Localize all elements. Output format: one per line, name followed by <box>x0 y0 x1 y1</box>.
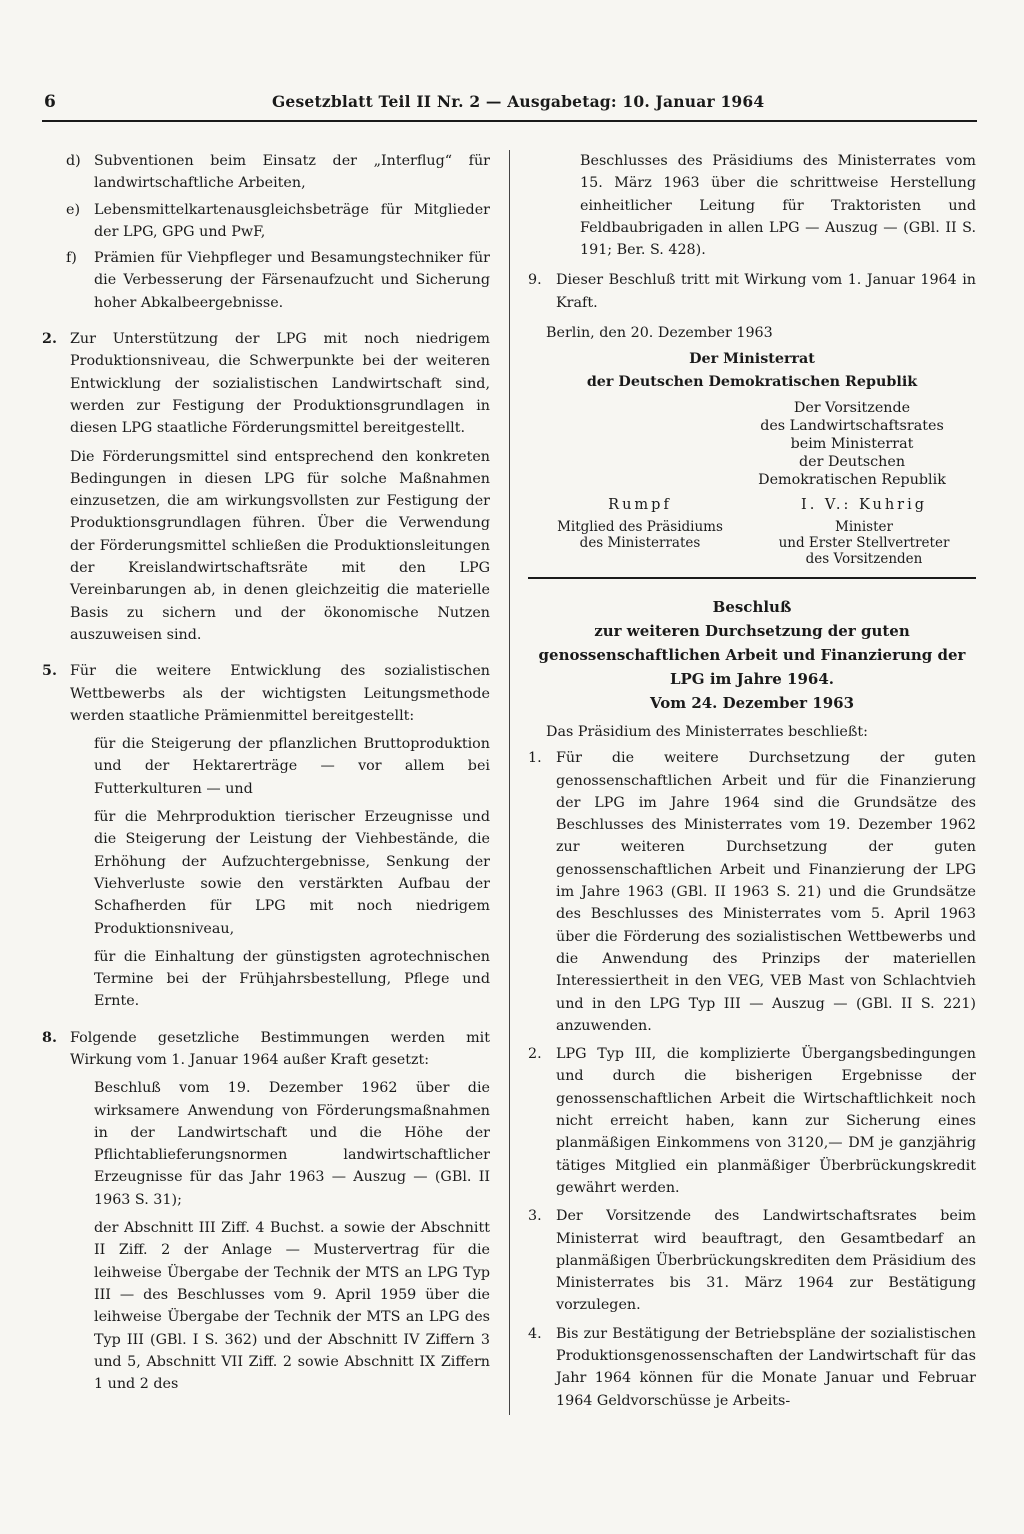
sub-item-text: Prämien für Viehpfleger und Besamungstechniker für die Verbesserung der Färsenaufzucht und Sicherung hoher Abkalbeergebnisse. <box>94 250 490 311</box>
chair-line: des Landwirtschaftsrates <box>760 417 944 434</box>
signatory-role: Mitglied des Präsidiums <box>557 518 723 535</box>
item-paragraph: Für die weitere Entwicklung des sozialistischen Wettbewerbs als der wichtigsten Leitungsmethode werden staatliche Prämienmittel bereitgestellt: <box>70 663 490 724</box>
sub-item-label: e) <box>66 201 81 218</box>
page-number: 6 <box>44 92 56 112</box>
item-number: 3. <box>528 1208 542 1225</box>
signatures <box>528 497 976 567</box>
chair-line: Der Vorsitzende <box>793 399 911 416</box>
item-number: 1. <box>528 750 542 767</box>
place-date: Berlin, den 20. Dezember 1963 <box>546 325 773 342</box>
item-number: 4. <box>528 1325 542 1342</box>
item-5-point: für die Einhaltung der günstigsten agrotechnischen Termine bei der Frühjahrsbestellung, Pflege und Ernte. <box>94 948 490 1010</box>
decree-item-3 <box>528 1205 976 1316</box>
sub-item-f <box>42 247 490 314</box>
item-paragraph: Dieser Beschluß tritt mit Wirkung vom 1. Januar 1964 in Kraft. <box>556 272 976 311</box>
sub-item-d <box>42 150 490 195</box>
decree-intro: Das Präsidium des Ministerrates beschließt: <box>546 723 868 740</box>
issuer-line: der Deutschen Demokratischen Republik <box>586 373 918 390</box>
decree-heading: Beschluß <box>712 597 792 616</box>
item-number: 5. <box>42 663 57 680</box>
item-paragraph: Der Vorsitzende des Landwirtschaftsrates beim Ministerrat wird beauftragt, den Gesamtbedarf an planmäßigen Überbrückungskrediten dem Präsidium des Ministerrates bis 31. März 1964 zur Bestätigung vorzulegen. <box>556 1208 976 1314</box>
right-column <box>528 150 976 1418</box>
item-number: 2. <box>528 1046 542 1063</box>
item-paragraph: Zur Unterstützung der LPG mit noch niedrigem Produktionsniveau, die Schwerpunkte bei der weiteren Entwicklung der sozialistischen Landwirtschaft sind, werden zur Festigung der Produktionsgrundlagen in diesen LPG staatliche Förderungsmittel bereitgestellt. <box>70 331 490 437</box>
decree-date: Vom 24. Dezember 1963 <box>649 693 855 712</box>
issuer-line: Der Ministerrat <box>689 351 815 368</box>
signatory-role: und Erster Stellvertreter <box>778 534 950 551</box>
gazette-title: Gesetzblatt Teil II Nr. 2 — Ausgabetag: 10. Januar 1964 <box>272 92 765 111</box>
sub-item-label: f) <box>66 250 77 267</box>
signatory-role: des Vorsitzenden <box>805 550 923 567</box>
item-number: 8. <box>42 1029 57 1046</box>
chair-line: Demokratischen Republik <box>758 471 946 488</box>
signatory-name: I. V.: Kuhrig <box>800 496 928 513</box>
item-2 <box>42 328 490 646</box>
signature-left <box>528 497 752 567</box>
item-paragraph: Folgende gesetzliche Bestimmungen werden mit Wirkung vom 1. Januar 1964 außer Kraft gesetzt: <box>70 1029 490 1068</box>
item-8-point: Beschluß vom 19. Dezember 1962 über die wirksamere Anwendung von Förderungsmaßnahmen in der Landwirtschaft und die Höhe der Pflichtablieferungsnormen landwirtschaftlicher Erzeugnisse für das Jahr 1963 — Auszug — (GBl. II 1963 S. 31); <box>94 1080 490 1208</box>
item-paragraph: Bis zur Bestätigung der Betriebspläne der sozialistischen Produktionsgenossenschaften der Landwirtschaft für das Jahr 1964 können für die Monate Januar und Februar 1964 Geldvorschüsse je Arbeits- <box>556 1325 976 1409</box>
item-paragraph: LPG Typ III, die komplizierte Übergangsbedingungen und durch die bisherigen Ergebnisse der genossenschaftlichen Arbeit die Wirtschaftlichkeit noch nicht erreicht haben, kann zur Sicherung eines planmäßigen Einkommens von 3120,— DM je ganzjährig tätiges Mitglied ein planmäßiger Überbrückungskredit gewährt werden. <box>556 1046 976 1196</box>
section-rule <box>528 577 976 579</box>
chair-title <box>728 399 976 489</box>
decree-item-4 <box>528 1323 976 1412</box>
continued-text: Beschlusses des Präsidiums des Ministerrates vom 15. März 1963 über die schrittweise Herstellung einheitlicher Leitung für Traktoristen und Feldbaubrigaden in allen LPG — Auszug — (GBl. II S. 191; Ber. S. 428). <box>580 153 976 259</box>
item-5 <box>42 660 490 727</box>
signatory-role: Minister <box>835 518 893 535</box>
decree-title: zur weiteren Durchsetzung der guten genossenschaftlichen Arbeit und Finanzierung der LPG im Jahre 1964. <box>538 621 966 688</box>
decree-item-2 <box>528 1043 976 1199</box>
column-divider <box>509 150 510 1415</box>
page-header <box>42 90 977 122</box>
item-number: 9. <box>528 272 542 289</box>
chair-line: der Deutschen <box>798 453 906 470</box>
sub-item-text: Subventionen beim Einsatz der „Interflug“ für landwirtschaftliche Arbeiten, <box>94 153 490 192</box>
signatory-role: des Ministerrates <box>579 534 701 551</box>
item-paragraph: Die Förderungsmittel sind entsprechend den konkreten Bedingungen in diesen LPG für solche Maßnahmen einzusetzen, die am wirkungsvollsten zur Festigung der Produktionsgrundlagen führen. Über die Verwendung der Förderungsmittel schließen die Produktionsleitungen der Kreislandwirtschaftsräte mit den LPG Vereinbarungen ab, in denen gleichzeitig die materielle Basis zu sichern und der ökonomische Nutzen auszuweisen sind. <box>70 448 490 643</box>
item-number: 2. <box>42 331 57 348</box>
item-5-point: für die Steigerung der pflanzlichen Bruttoproduktion und der Hektarerträge — vor allem bei Futterkulturen — und <box>94 736 490 797</box>
decree-item-1 <box>528 747 976 1037</box>
signature-block <box>528 348 976 567</box>
item-5-point: für die Mehrproduktion tierischer Erzeugnisse und die Steigerung der Leistung der Viehbestände, die Erhöhung der Aufzuchtergebnisse, Senkung der Viehverluste sowie den verstärkten Aufbau der Schafherden für LPG mit noch niedrigem Produktionsniveau, <box>94 809 490 937</box>
item-8 <box>42 1027 490 1072</box>
item-9 <box>528 269 976 314</box>
left-column <box>42 150 490 1401</box>
sub-item-text: Lebensmittelkartenausgleichsbeträge für Mitglieder der LPG, GPG und PwF, <box>94 201 490 240</box>
signatory-name: Rumpf <box>608 496 672 513</box>
signature-right <box>752 497 976 567</box>
sub-item-label: d) <box>66 153 81 169</box>
item-paragraph: Für die weitere Durchsetzung der guten genossenschaftlichen Arbeit und für die Finanzierung der LPG im Jahre 1964 sind die Grundsätze des Beschlusses des Ministerrates vom 19. Dezember 1962 zur weiteren Durchsetzung der guten genossenschaftlichen Arbeit und Finanzierung der LPG im Jahre 1963 (GBl. II 1963 S. 21) und die Grundsätze des Beschlusses des Ministerrates vom 5. April 1963 über die Förderung des sozialistischen Wettbewerbs und die Anwendung des Prinzips der materiellen Interessiertheit in den VEG, VEB Mast von Schlachtvieh und in den LPG Typ III — Auszug — (GBl. II S. 221) anzuwenden. <box>556 750 976 1034</box>
sub-item-e <box>42 199 490 244</box>
chair-line: beim Ministerrat <box>790 435 914 452</box>
item-8-point: der Abschnitt III Ziff. 4 Buchst. a sowie der Abschnitt II Ziff. 2 der Anlage — Mustervertrag für die leihweise Übergabe der Technik der MTS an LPG Typ III — des Beschlusses vom 9. April 1959 über die leihweise Übergabe der Technik der MTS an LPG des Typ III (GBl. I S. 362) und der Abschnitt IV Ziffern 3 und 5, Abschnitt VII Ziff. 2 sowie Abschnitt IX Ziffern 1 und 2 des <box>94 1220 490 1393</box>
